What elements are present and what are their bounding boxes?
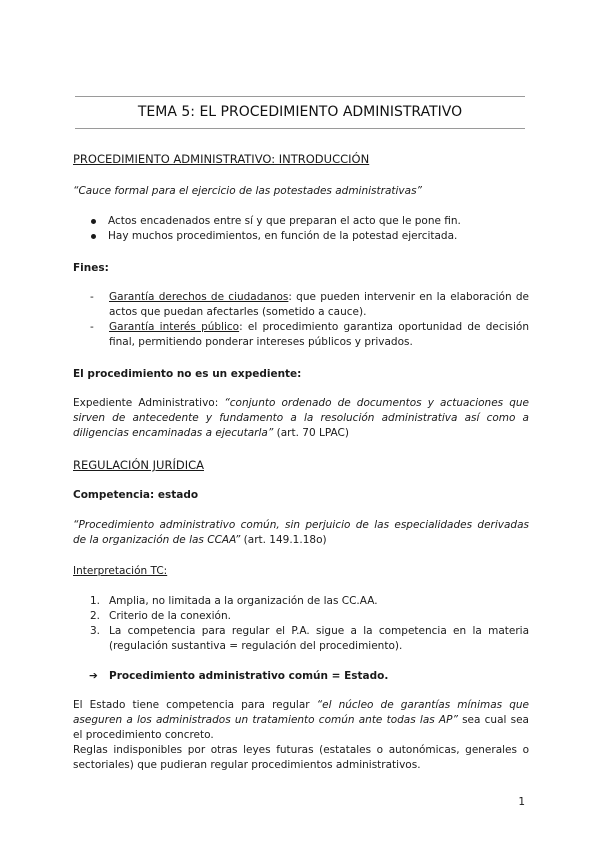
not-expediente-label: El procedimiento no es un expediente: [73,368,302,380]
competencia-paragraph [73,518,529,548]
numbered-item [73,594,529,609]
bullet-item: Hay muchos procedimientos, en función de la potestad ejercitada. [73,229,529,244]
fines-label: Fines: [73,262,109,274]
fines-list [73,290,529,350]
fines-item [73,320,529,350]
section-heading-regulacion: REGULACIÓN JURÍDICA [73,458,204,472]
fines-item-term: Garantía interés público [109,321,240,333]
item-text: Criterio de la conexión. [109,610,231,622]
intro-bullet-list [73,214,529,244]
fines-item-term: Garantía derechos de ciudadanos [109,291,289,303]
definition-quote: “Cauce formal para el ejercicio de las potestades administrativas” [73,185,422,197]
title-top-rule [75,96,525,97]
conclusion-text: Procedimiento administrativo común = Estado. [109,670,389,682]
interpretacion-label: Interpretación TC: [73,565,168,577]
arrow-icon: ➔ [89,670,98,682]
title-bottom-rule [75,128,525,129]
interpretacion-list [73,594,529,654]
item-text: La competencia para regular el P.A. sigue a la competencia en la materia (regulación sustantiva = regulación del procedimiento). [109,625,529,652]
item-number: 2. [90,610,101,622]
expediente-ref: (art. 70 LPAC) [273,427,349,439]
section-heading-introduccion: PROCEDIMIENTO ADMINISTRATIVO: INTRODUCCIÓN [73,152,370,166]
dash-marker: - [90,321,94,333]
page-number: 1 [518,796,525,808]
competencia-label: Competencia: estado [73,489,199,501]
fines-item-text: : el procedimiento garantiza oportunidad de decisión final, permitiendo ponderar intereses públicos y privados. [109,321,529,348]
expediente-quote: “conjunto ordenado de documentos y actuaciones que sirven de antecedente y fundamento a la resolución administrativa así como a diligencias encaminadas a ejecutarla” [73,397,529,439]
competencia-quote: “Procedimiento administrativo común, sin perjuicio de las especialidades derivadas de la organización de las CCAA” [73,519,529,546]
fines-item-text: : que pueden intervenir en la elaboración de actos que puedan afectarles (sometido a cauce). [109,291,530,318]
item-number: 1. [90,595,101,607]
reglas-text: Reglas indisponibles por otras leyes futuras (estatales o autonómicas, generales o sectoriales) que pudieran regular procedimientos administrativos. [73,744,529,771]
estado-tail: sea cual sea el procedimiento concreto. [73,714,529,741]
numbered-item [73,624,529,654]
bullet-item: Actos encadenados entre sí y que preparan el acto que le pone fin. [73,214,529,229]
estado-paragraph [73,698,529,773]
item-text: Amplia, no limitada a la organización de las CC.AA. [109,595,378,607]
expediente-lead: Expediente Administrativo: [73,397,225,409]
expediente-paragraph [73,396,529,441]
estado-quote: “el núcleo de garantías mínimas que aseguren a los administrados un tratamiento común ante todas las AP” [73,699,529,726]
item-number: 3. [90,625,101,637]
competencia-ref: (art. 149.1.18o) [240,534,327,546]
dash-marker: - [90,291,94,303]
conclusion-arrow-item [73,669,529,684]
estado-lead: El Estado tiene competencia para regular [73,699,317,711]
page-title: TEMA 5: EL PROCEDIMIENTO ADMINISTRATIVO [137,104,463,120]
fines-item [73,290,529,320]
numbered-item [73,609,529,624]
